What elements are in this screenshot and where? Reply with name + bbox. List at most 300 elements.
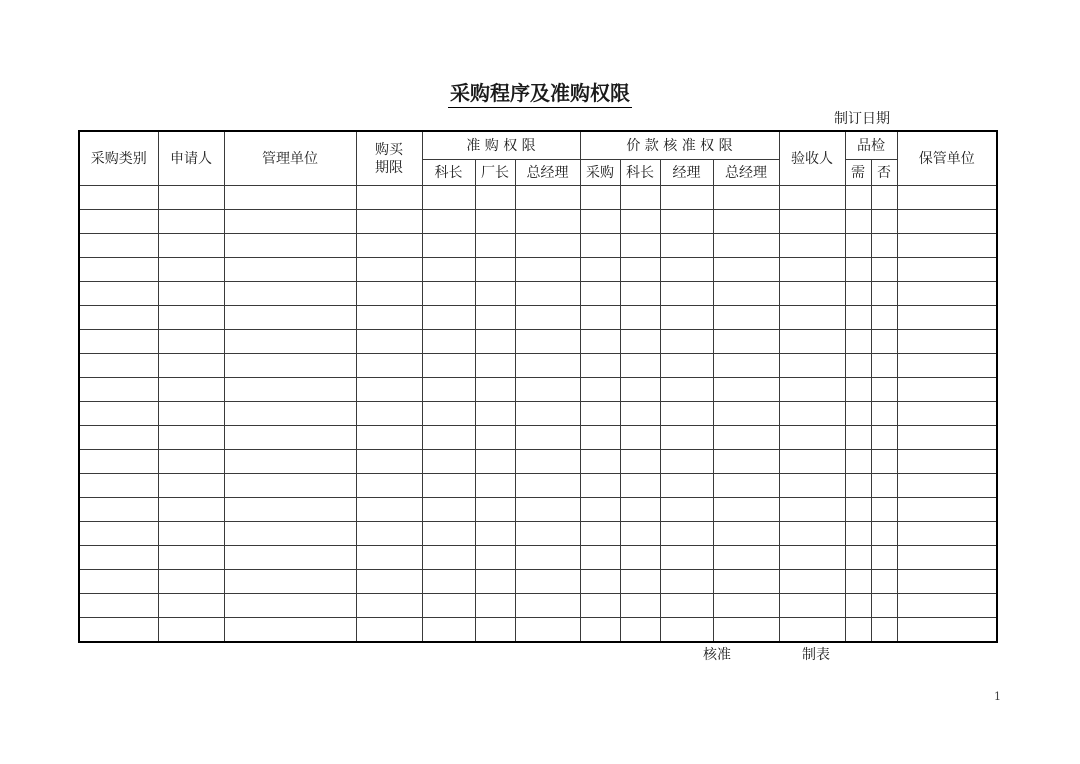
table-cell[interactable]: [158, 594, 224, 618]
table-cell[interactable]: [779, 594, 845, 618]
table-cell[interactable]: [871, 618, 897, 643]
table-cell[interactable]: [580, 354, 620, 378]
table-cell[interactable]: [224, 210, 356, 234]
table-cell[interactable]: [356, 234, 422, 258]
table-cell[interactable]: [580, 474, 620, 498]
table-cell[interactable]: [475, 402, 515, 426]
table-cell[interactable]: [79, 594, 158, 618]
table-cell[interactable]: [897, 354, 997, 378]
table-cell[interactable]: [475, 234, 515, 258]
table-cell[interactable]: [660, 234, 713, 258]
table-cell[interactable]: [897, 426, 997, 450]
table-cell[interactable]: [580, 402, 620, 426]
table-cell[interactable]: [422, 330, 475, 354]
table-cell[interactable]: [845, 522, 871, 546]
table-cell[interactable]: [475, 210, 515, 234]
subheader-price-section-chief: 科长: [620, 160, 660, 186]
table-cell[interactable]: [79, 546, 158, 570]
table-cell[interactable]: [422, 306, 475, 330]
table-cell[interactable]: [871, 330, 897, 354]
table-cell[interactable]: [356, 522, 422, 546]
table-cell[interactable]: [356, 498, 422, 522]
table-cell[interactable]: [158, 474, 224, 498]
table-cell[interactable]: [580, 594, 620, 618]
table-cell[interactable]: [845, 594, 871, 618]
table-cell[interactable]: [79, 234, 158, 258]
table-cell[interactable]: [897, 546, 997, 570]
table-cell[interactable]: [224, 498, 356, 522]
table-cell[interactable]: [779, 450, 845, 474]
table-cell[interactable]: [620, 450, 660, 474]
table-cell[interactable]: [356, 378, 422, 402]
table-cell[interactable]: [845, 474, 871, 498]
table-cell[interactable]: [779, 306, 845, 330]
table-cell[interactable]: [871, 258, 897, 282]
table-cell[interactable]: [422, 594, 475, 618]
header-quality-check: 品检: [845, 131, 897, 160]
table-cell[interactable]: [713, 378, 779, 402]
table-cell[interactable]: [515, 618, 580, 643]
table-cell[interactable]: [79, 618, 158, 643]
table-row: [79, 426, 997, 450]
table-cell[interactable]: [713, 594, 779, 618]
table-cell[interactable]: [713, 282, 779, 306]
table-cell[interactable]: [660, 258, 713, 282]
table-cell[interactable]: [713, 450, 779, 474]
table-cell[interactable]: [422, 354, 475, 378]
table-cell[interactable]: [580, 426, 620, 450]
table-cell[interactable]: [515, 546, 580, 570]
table-cell[interactable]: [158, 450, 224, 474]
table-cell[interactable]: [897, 186, 997, 210]
table-cell[interactable]: [713, 354, 779, 378]
table-cell[interactable]: [660, 210, 713, 234]
table-cell[interactable]: [224, 474, 356, 498]
table-cell[interactable]: [779, 402, 845, 426]
table-row: [79, 498, 997, 522]
table-cell[interactable]: [620, 594, 660, 618]
table-cell[interactable]: [871, 522, 897, 546]
table-cell[interactable]: [158, 354, 224, 378]
table-cell[interactable]: [224, 618, 356, 643]
table-cell[interactable]: [845, 426, 871, 450]
table-cell[interactable]: [158, 186, 224, 210]
table-cell[interactable]: [356, 570, 422, 594]
table-cell[interactable]: [224, 570, 356, 594]
table-cell[interactable]: [79, 426, 158, 450]
table-cell[interactable]: [620, 354, 660, 378]
table-cell[interactable]: [422, 210, 475, 234]
table-cell[interactable]: [845, 378, 871, 402]
table-cell[interactable]: [845, 258, 871, 282]
table-cell[interactable]: [475, 450, 515, 474]
table-cell[interactable]: [158, 234, 224, 258]
table-cell[interactable]: [660, 354, 713, 378]
table-cell[interactable]: [515, 234, 580, 258]
date-label: 制订日期: [834, 111, 890, 127]
table-cell[interactable]: [422, 450, 475, 474]
subheader-price-manager: 经理: [660, 160, 713, 186]
table-row: [79, 258, 997, 282]
table-cell[interactable]: [475, 498, 515, 522]
table-cell[interactable]: [897, 282, 997, 306]
table-cell[interactable]: [713, 546, 779, 570]
table-cell[interactable]: [515, 426, 580, 450]
table-cell[interactable]: [422, 618, 475, 643]
table-cell[interactable]: [660, 618, 713, 643]
table-cell[interactable]: [224, 426, 356, 450]
table-cell[interactable]: [475, 618, 515, 643]
table-cell[interactable]: [620, 498, 660, 522]
table-cell[interactable]: [422, 498, 475, 522]
table-cell[interactable]: [158, 210, 224, 234]
table-cell[interactable]: [620, 186, 660, 210]
table-cell[interactable]: [158, 498, 224, 522]
table-cell[interactable]: [356, 354, 422, 378]
table-cell[interactable]: [515, 186, 580, 210]
table-cell[interactable]: [871, 402, 897, 426]
table-cell[interactable]: [475, 474, 515, 498]
table-cell[interactable]: [660, 378, 713, 402]
table-cell[interactable]: [713, 258, 779, 282]
table-cell[interactable]: [515, 450, 580, 474]
table-cell[interactable]: [713, 234, 779, 258]
table-cell[interactable]: [79, 306, 158, 330]
table-cell[interactable]: [475, 306, 515, 330]
table-cell[interactable]: [79, 378, 158, 402]
header-price-approval-authority: 价 款 核 准 权 限: [580, 131, 779, 160]
table-cell[interactable]: [897, 618, 997, 643]
table-cell[interactable]: [620, 330, 660, 354]
table-cell[interactable]: [356, 618, 422, 643]
table-cell[interactable]: [897, 330, 997, 354]
table-cell[interactable]: [515, 522, 580, 546]
table-cell[interactable]: [620, 258, 660, 282]
table-cell[interactable]: [620, 474, 660, 498]
table-cell[interactable]: [475, 546, 515, 570]
header-purchase-period: [356, 131, 422, 186]
table-cell[interactable]: [356, 546, 422, 570]
table-cell[interactable]: [224, 306, 356, 330]
table-cell[interactable]: [779, 426, 845, 450]
table-cell[interactable]: [845, 282, 871, 306]
table-cell[interactable]: [475, 594, 515, 618]
table-cell[interactable]: [620, 306, 660, 330]
table-cell[interactable]: [422, 402, 475, 426]
table-cell[interactable]: [660, 330, 713, 354]
table-cell[interactable]: [158, 402, 224, 426]
table-cell[interactable]: [515, 210, 580, 234]
table-cell[interactable]: [224, 594, 356, 618]
table-cell[interactable]: [158, 618, 224, 643]
table-cell[interactable]: [356, 426, 422, 450]
table-cell[interactable]: [79, 330, 158, 354]
table-cell[interactable]: [660, 570, 713, 594]
table-cell[interactable]: [79, 354, 158, 378]
table-row: [79, 378, 997, 402]
table-cell[interactable]: [897, 450, 997, 474]
table-cell[interactable]: [515, 594, 580, 618]
table-cell[interactable]: [79, 258, 158, 282]
table-cell[interactable]: [779, 354, 845, 378]
table-cell[interactable]: [845, 570, 871, 594]
table-cell[interactable]: [897, 234, 997, 258]
table-cell[interactable]: [871, 282, 897, 306]
table-cell[interactable]: [713, 210, 779, 234]
table-cell[interactable]: [158, 426, 224, 450]
table-cell[interactable]: [660, 186, 713, 210]
table-cell[interactable]: [871, 474, 897, 498]
table-cell[interactable]: [897, 378, 997, 402]
table-cell[interactable]: [779, 234, 845, 258]
table-cell[interactable]: [779, 522, 845, 546]
table-cell[interactable]: [845, 186, 871, 210]
table-cell[interactable]: [845, 402, 871, 426]
table-cell[interactable]: [158, 546, 224, 570]
table-cell[interactable]: [779, 258, 845, 282]
table-cell[interactable]: [356, 474, 422, 498]
table-cell[interactable]: [845, 210, 871, 234]
table-cell[interactable]: [580, 330, 620, 354]
table-cell[interactable]: [779, 210, 845, 234]
table-cell[interactable]: [580, 186, 620, 210]
table-cell[interactable]: [897, 498, 997, 522]
table-cell[interactable]: [422, 378, 475, 402]
table-cell[interactable]: [845, 498, 871, 522]
table-cell[interactable]: [779, 186, 845, 210]
table-cell[interactable]: [779, 282, 845, 306]
table-cell[interactable]: [356, 330, 422, 354]
table-cell[interactable]: [475, 378, 515, 402]
table-cell[interactable]: [515, 474, 580, 498]
table-cell[interactable]: [224, 522, 356, 546]
table-cell[interactable]: [779, 378, 845, 402]
table-cell[interactable]: [356, 306, 422, 330]
table-cell[interactable]: [422, 426, 475, 450]
table-cell[interactable]: [158, 330, 224, 354]
table-cell[interactable]: [475, 570, 515, 594]
table-cell[interactable]: [79, 186, 158, 210]
table-cell[interactable]: [356, 258, 422, 282]
table-cell[interactable]: [580, 546, 620, 570]
table-cell[interactable]: [224, 402, 356, 426]
table-cell[interactable]: [779, 570, 845, 594]
table-cell[interactable]: [422, 570, 475, 594]
table-cell[interactable]: [422, 546, 475, 570]
table-cell[interactable]: [580, 282, 620, 306]
table-cell[interactable]: [422, 474, 475, 498]
table-cell[interactable]: [158, 570, 224, 594]
table-cell[interactable]: [897, 306, 997, 330]
table-cell[interactable]: [660, 450, 713, 474]
table-cell[interactable]: [79, 210, 158, 234]
table-cell[interactable]: [224, 546, 356, 570]
table-cell[interactable]: [713, 570, 779, 594]
table-cell[interactable]: [845, 450, 871, 474]
table-cell[interactable]: [224, 330, 356, 354]
table-cell[interactable]: [620, 522, 660, 546]
table-cell[interactable]: [779, 618, 845, 643]
table-cell[interactable]: [356, 402, 422, 426]
table-cell[interactable]: [713, 498, 779, 522]
table-cell[interactable]: [871, 426, 897, 450]
table-cell[interactable]: [79, 522, 158, 546]
table-cell[interactable]: [158, 282, 224, 306]
table-cell[interactable]: [79, 474, 158, 498]
table-cell[interactable]: [580, 258, 620, 282]
table-cell[interactable]: [356, 594, 422, 618]
table-cell[interactable]: [897, 594, 997, 618]
table-cell[interactable]: [620, 282, 660, 306]
table-cell[interactable]: [779, 498, 845, 522]
table-cell[interactable]: [713, 474, 779, 498]
table-cell[interactable]: [713, 402, 779, 426]
subheader-approval-factory-director: 厂长: [475, 160, 515, 186]
table-cell[interactable]: [224, 258, 356, 282]
table-cell[interactable]: [580, 522, 620, 546]
table-cell[interactable]: [580, 570, 620, 594]
table-cell[interactable]: [845, 234, 871, 258]
table-cell[interactable]: [660, 522, 713, 546]
table-cell[interactable]: [422, 522, 475, 546]
table-cell[interactable]: [224, 282, 356, 306]
table-cell[interactable]: [580, 210, 620, 234]
table-cell[interactable]: [580, 618, 620, 643]
table-cell[interactable]: [779, 546, 845, 570]
table-row: [79, 210, 997, 234]
table-cell[interactable]: [660, 402, 713, 426]
table-cell[interactable]: [845, 546, 871, 570]
table-cell[interactable]: [515, 306, 580, 330]
table-cell[interactable]: [845, 354, 871, 378]
table-cell[interactable]: [897, 522, 997, 546]
table-cell[interactable]: [871, 210, 897, 234]
table-cell[interactable]: [515, 402, 580, 426]
table-cell[interactable]: [79, 498, 158, 522]
table-cell[interactable]: [713, 522, 779, 546]
table-cell[interactable]: [871, 546, 897, 570]
table-cell[interactable]: [475, 522, 515, 546]
table-cell[interactable]: [515, 354, 580, 378]
table-cell[interactable]: [580, 234, 620, 258]
table-cell[interactable]: [660, 426, 713, 450]
table-cell[interactable]: [871, 306, 897, 330]
table-cell[interactable]: [515, 378, 580, 402]
table-cell[interactable]: [620, 570, 660, 594]
table-cell[interactable]: [356, 450, 422, 474]
table-cell[interactable]: [620, 378, 660, 402]
table-cell[interactable]: [515, 282, 580, 306]
table-cell[interactable]: [475, 186, 515, 210]
table-cell[interactable]: [660, 282, 713, 306]
table-cell[interactable]: [713, 306, 779, 330]
table-cell[interactable]: [871, 378, 897, 402]
table-cell[interactable]: [224, 450, 356, 474]
table-cell[interactable]: [422, 234, 475, 258]
table-cell[interactable]: [845, 306, 871, 330]
table-cell[interactable]: [713, 330, 779, 354]
table-cell[interactable]: [422, 282, 475, 306]
table-cell[interactable]: [620, 618, 660, 643]
table-cell[interactable]: [224, 234, 356, 258]
table-cell[interactable]: [660, 498, 713, 522]
table-cell[interactable]: [356, 282, 422, 306]
table-cell[interactable]: [779, 330, 845, 354]
table-cell[interactable]: [660, 546, 713, 570]
table-cell[interactable]: [224, 186, 356, 210]
table-cell[interactable]: [580, 498, 620, 522]
table-cell[interactable]: [845, 330, 871, 354]
table-cell[interactable]: [158, 378, 224, 402]
table-cell[interactable]: [897, 402, 997, 426]
table-cell[interactable]: [79, 570, 158, 594]
table-row: [79, 306, 997, 330]
table-cell[interactable]: [713, 186, 779, 210]
table-cell[interactable]: [158, 306, 224, 330]
table-cell[interactable]: [713, 618, 779, 643]
table-cell[interactable]: [620, 234, 660, 258]
table-cell[interactable]: [871, 498, 897, 522]
table-cell[interactable]: [158, 258, 224, 282]
table-cell[interactable]: [871, 450, 897, 474]
table-cell[interactable]: [620, 402, 660, 426]
table-cell[interactable]: [620, 210, 660, 234]
table-cell[interactable]: [580, 378, 620, 402]
table-cell[interactable]: [356, 186, 422, 210]
table-cell[interactable]: [422, 186, 475, 210]
table-cell[interactable]: [79, 282, 158, 306]
table-cell[interactable]: [897, 474, 997, 498]
table-cell[interactable]: [515, 498, 580, 522]
table-cell[interactable]: [660, 594, 713, 618]
table-cell[interactable]: [224, 354, 356, 378]
subheader-quality-required: 需: [845, 160, 871, 186]
table-cell[interactable]: [475, 282, 515, 306]
table-cell[interactable]: [620, 546, 660, 570]
table-cell[interactable]: [475, 354, 515, 378]
table-cell[interactable]: [475, 258, 515, 282]
table-cell[interactable]: [660, 474, 713, 498]
table-cell[interactable]: [158, 522, 224, 546]
table-cell[interactable]: [897, 258, 997, 282]
table-cell[interactable]: [515, 570, 580, 594]
table-cell[interactable]: [515, 258, 580, 282]
table-cell[interactable]: [422, 258, 475, 282]
table-cell[interactable]: [660, 306, 713, 330]
table-cell[interactable]: [871, 354, 897, 378]
table-cell[interactable]: [224, 378, 356, 402]
table-cell[interactable]: [580, 306, 620, 330]
table-cell[interactable]: [475, 330, 515, 354]
table-cell[interactable]: [871, 594, 897, 618]
table-cell[interactable]: [356, 210, 422, 234]
table-cell[interactable]: [515, 330, 580, 354]
table-cell[interactable]: [845, 618, 871, 643]
table-cell[interactable]: [871, 186, 897, 210]
table-cell[interactable]: [79, 402, 158, 426]
table-cell[interactable]: [713, 426, 779, 450]
table-cell[interactable]: [897, 570, 997, 594]
table-cell[interactable]: [779, 474, 845, 498]
table-cell[interactable]: [475, 426, 515, 450]
table-cell[interactable]: [580, 450, 620, 474]
table-cell[interactable]: [620, 426, 660, 450]
table-cell[interactable]: [871, 234, 897, 258]
table-cell[interactable]: [79, 450, 158, 474]
table-cell[interactable]: [897, 210, 997, 234]
table-row: [79, 402, 997, 426]
table-cell[interactable]: [871, 570, 897, 594]
